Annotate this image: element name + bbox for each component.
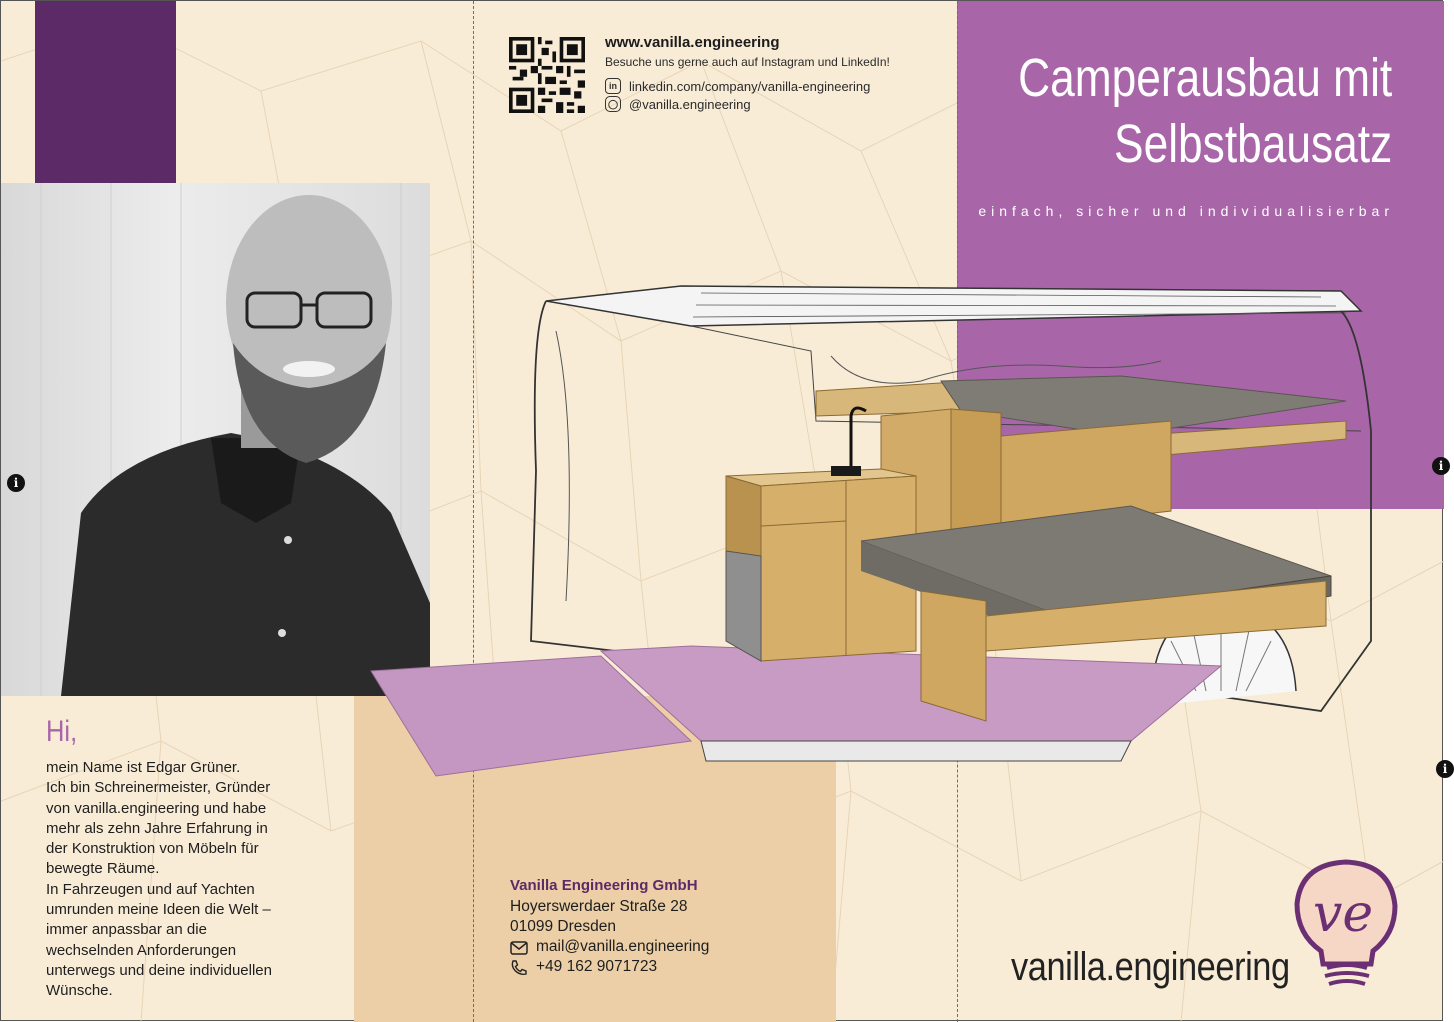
logo-monogram: ve [1313,884,1374,944]
phone-icon [510,960,528,976]
intro-line: von vanilla.engineering und habe [46,799,267,817]
info-icon[interactable]: i [7,474,25,492]
camper-van-illustration [361,271,1421,831]
street-address: Hoyerswerdaer Straße 28 [510,898,688,915]
mail-icon [510,941,528,955]
info-icon[interactable]: i [1436,760,1454,778]
city-address: 01099 Dresden [510,918,616,935]
intro-line: Ich bin Schreinermeister, Gründer [46,779,271,797]
phone-link[interactable]: +49 162 9071723 [536,958,658,975]
instagram-icon: ◯ [605,96,621,112]
purple-accent-block [35,1,176,183]
instagram-handle[interactable]: @vanilla.engineering [629,96,751,112]
intro-line: bewegte Räume. [46,860,160,878]
greeting-heading: Hi, [46,715,78,748]
founder-intro [46,758,336,1002]
instagram-link[interactable] [605,96,751,112]
intro-line: umrunden meine Ideen die Welt – [46,901,271,919]
intro-line: mein Name ist Edgar Grüner. [46,759,241,776]
tagline: einfach, sicher und individualisierbar [978,203,1394,219]
qr-code-icon[interactable] [508,37,586,113]
intro-line: mehr als zehn Jahre Erfahrung in [46,819,268,837]
intro-line: immer anpassbar an die [46,921,207,939]
linkedin-icon: in [605,78,621,94]
company-name: Vanilla Engineering GmbH [510,877,698,894]
website-url[interactable]: www.vanilla.engineering [605,34,780,51]
intro-line: Wünsche. [46,982,113,1000]
linkedin-url[interactable]: linkedin.com/company/vanilla-engineering [629,78,871,94]
intro-line: In Fahrzeugen und auf Yachten [46,880,255,898]
social-invite-text: Besuche uns gerne auch auf Instagram und LinkedIn! [605,55,890,69]
logo-wordmark: vanilla.engineering [1011,945,1290,989]
intro-line: der Konstruktion von Möbeln für [46,840,259,858]
lightbulb-logo-icon [1291,856,1401,996]
title-line-2: Selbstbausatz [1113,114,1392,174]
intro-line: wechselnden Anforderungen [46,941,237,959]
info-icon[interactable]: i [1432,457,1450,475]
intro-line: unterwegs und deine individuellen [46,961,272,979]
email-link[interactable]: mail@vanilla.engineering [536,938,710,955]
brochure-title [1018,45,1392,177]
title-line-1: Camperausbau mit [1017,48,1392,108]
linkedin-link[interactable] [605,78,870,94]
